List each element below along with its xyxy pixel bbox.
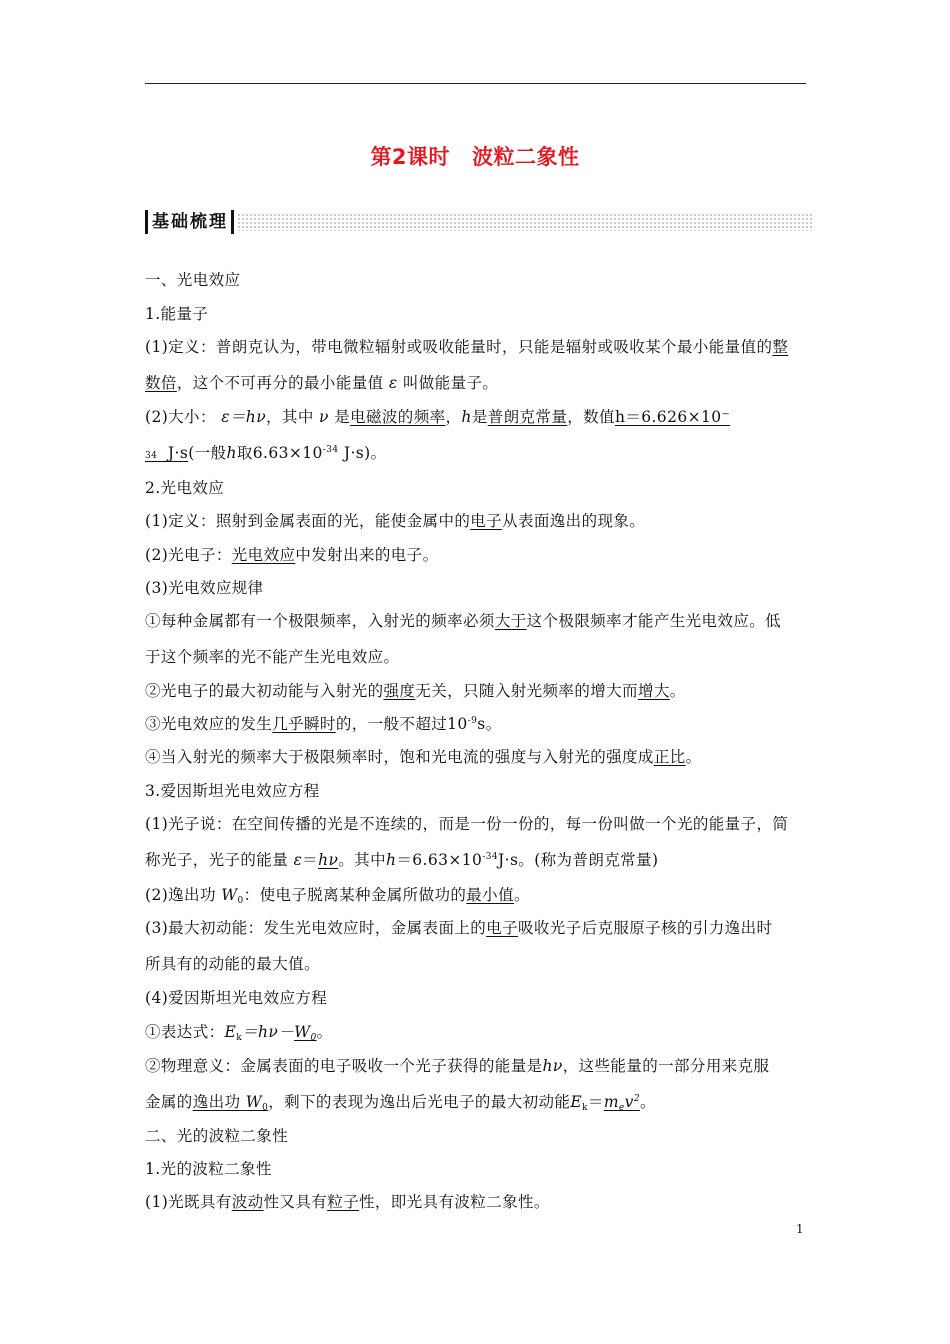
section-label: 基础梳理	[145, 210, 234, 234]
answer-blank: 整	[772, 338, 789, 356]
title-lesson: 第2课时	[370, 145, 451, 169]
answer-blank: 波动	[231, 1193, 264, 1211]
paragraph-line: ②光电子的最大初动能与入射光的强度无关，只随入射光频率的增大而增大。	[145, 682, 686, 700]
paragraph-line: 称光子，光子的能量 ε＝hν。其中$h=6.63\times 10^{-34}J\cdot s$。(称为普朗克常量)	[145, 851, 659, 869]
answer-blank: J·s	[167, 444, 189, 462]
answer-blank: 粒子	[327, 1193, 359, 1211]
answer-blank: $W_0$	[294, 1023, 317, 1043]
paragraph-line: ①表达式：$E_k=h\nu-W_0$。	[145, 1023, 333, 1043]
answer-blank: $m_ev^2$	[603, 1093, 640, 1113]
paragraph-line: (1)光子说：在空间传播的光是不连续的，而是一份一份的，每一份叫做一个光的能量子，简	[145, 815, 789, 833]
answer-blank: 强度	[383, 682, 416, 700]
answer-blank: 34	[145, 451, 158, 461]
answer-blank: 数倍	[145, 374, 177, 392]
paragraph-line: (1)定义：照射到金属表面的光，能使金属中的电子从表面逸出的现象。	[145, 512, 646, 530]
paragraph-line: (1)光既具有波动性又具有粒子性，即光具有波粒二象性。	[145, 1193, 550, 1211]
answer-blank: 电子	[470, 512, 503, 530]
paragraph-line: 于这个频率的光不能产生光电效应。	[145, 648, 400, 666]
answer-blank: 几乎瞬时	[272, 715, 336, 733]
paragraph-line: 所具有的动能的最大值。	[145, 955, 320, 973]
heading-photoelectric-effect: 一、光电效应	[145, 271, 241, 289]
section-banner	[145, 210, 813, 234]
paragraph-line: 34 J·s(一般h取$6.63\times 10^{-34}$ J·s)。	[145, 444, 387, 462]
header-rule	[145, 83, 806, 84]
page-number: 1	[796, 1222, 804, 1236]
paragraph-line: (3)最大初动能：发生光电效应时，金属表面上的电子吸收光子后克服原子核的引力逸出时	[145, 919, 773, 937]
answer-blank: 最小值	[466, 886, 514, 904]
paragraph-line: (1)定义：普朗克认为，带电微粒辐射或吸收能量时，只能是辐射或吸收某个最小能量值的整	[145, 338, 789, 356]
answer-blank: 电磁波的频率	[350, 408, 446, 426]
answer-blank: 正比	[653, 748, 686, 766]
answer-blank: hν	[318, 851, 339, 869]
paragraph-line: (2)逸出功 $W_0$：使电子脱离某种金属所做功的最小值。	[145, 886, 530, 906]
answer-blank: 光电效应	[231, 546, 296, 564]
heading-wave-particle: 二、光的波粒二象性	[145, 1127, 289, 1145]
title-topic: 波粒二象性	[472, 145, 580, 169]
paragraph-line: (3)光电效应规律	[145, 579, 264, 597]
paragraph-line: ②物理意义：金属表面的电子吸收一个光子获得的能量是hν，这些能量的一部分用来克服	[145, 1057, 770, 1075]
paragraph-line: (4)爱因斯坦光电效应方程	[145, 989, 328, 1007]
answer-blank: 电子	[486, 919, 518, 937]
paragraph-line: (2)大小： ε＝hν，其中 ν 是电磁波的频率，h是普朗克常量，数值h＝6.626×10⁻	[145, 408, 731, 426]
answer-blank: 普朗克常量	[487, 408, 568, 426]
paragraph-line: 金属的逸出功 $W_0$，剩下的表现为逸出后光电子的最大初动能$E_k=m_ev^2$。	[145, 1093, 656, 1113]
subheading-einstein-equation: 3.爱因斯坦光电效应方程	[145, 782, 320, 800]
answer-blank: 增大	[637, 682, 670, 700]
subheading-photoelectric: 2.光电效应	[145, 479, 225, 497]
paragraph-line: 数倍，这个不可再分的最小能量值 ε 叫做能量子。	[145, 374, 499, 392]
answer-blank: 逸出功 $W_0$	[192, 1093, 269, 1113]
paragraph-line: ④当入射光的频率大于极限频率时，饱和光电流的强度与入射光的强度成正比。	[145, 748, 702, 766]
page-title	[0, 141, 950, 171]
banner-hatch-pattern	[237, 213, 813, 231]
answer-blank: 大于	[494, 612, 527, 630]
paragraph-line: ③光电效应的发生几乎瞬时的，一般不超过$10^{-9}s$。	[145, 715, 502, 733]
subheading-energy-quantum: 1.能量子	[145, 305, 209, 323]
paragraph-line: (2)光电子：光电效应中发射出来的电子。	[145, 546, 439, 564]
subheading-wave-particle: 1.光的波粒二象性	[145, 1160, 272, 1178]
paragraph-line: ①每种金属都有一个极限频率，入射光的频率必须大于这个极限频率才能产生光电效应。低	[145, 612, 782, 630]
answer-blank: h＝6.626×10⁻	[614, 408, 731, 426]
